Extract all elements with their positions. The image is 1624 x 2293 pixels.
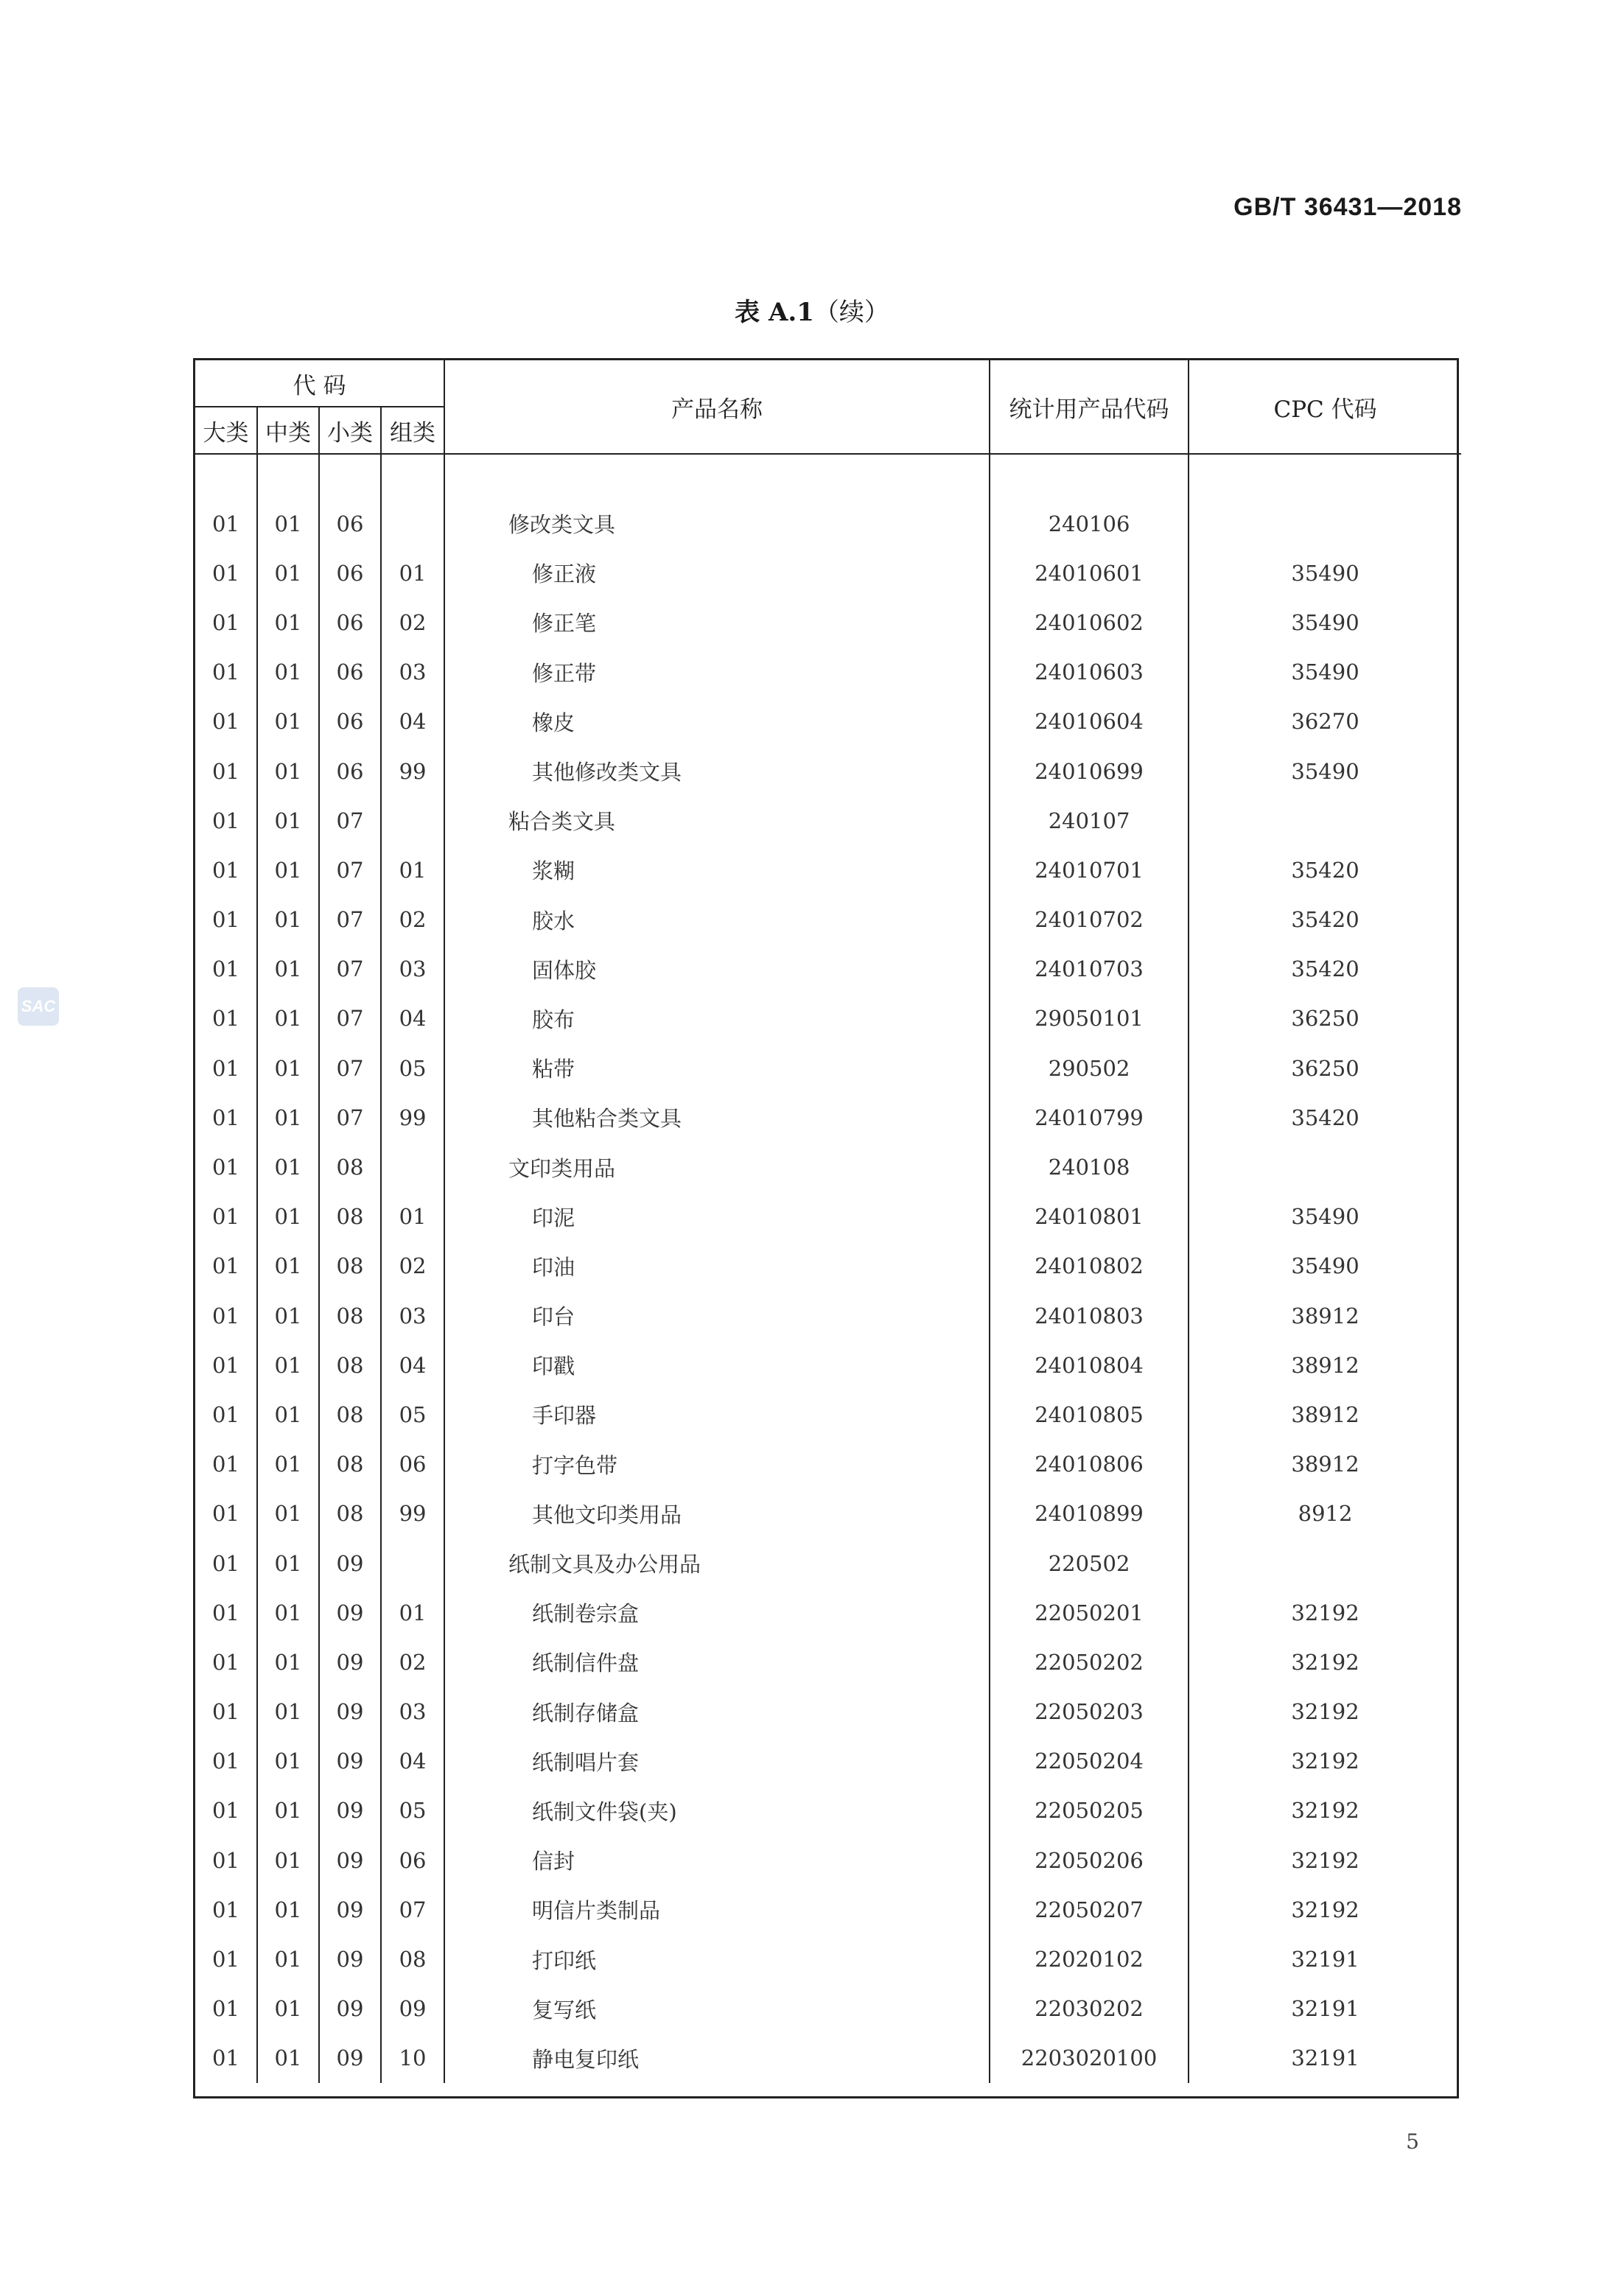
cpc-code-cell: 35490: [1189, 1242, 1461, 1291]
cpc-code-cell: 35490: [1189, 746, 1461, 796]
stat-code-cell: 22050204: [990, 1737, 1189, 1786]
product-name-cell: 印戳: [444, 1340, 990, 1390]
cpc-code-cell: 38912: [1189, 1291, 1461, 1340]
table-row: [195, 1588, 1461, 1637]
cpc-code-cell: 32192: [1189, 1835, 1461, 1885]
group-class-cell: 05: [381, 1043, 444, 1093]
cpc-code-cell: 32192: [1189, 1588, 1461, 1637]
middle-class-cell: 01: [257, 1637, 319, 1687]
major-class-cell: 01: [212, 659, 239, 685]
minor-class-cell: 08: [319, 1192, 381, 1242]
minor-class-cell: 07: [319, 945, 381, 994]
middle-class-cell: 01: [257, 1687, 319, 1737]
minor-class-cell: 06: [319, 548, 381, 598]
middle-class-cell: 01: [257, 945, 319, 994]
minor-class-cell: 08: [319, 1242, 381, 1291]
header-cpc-code: CPC 代码: [1189, 360, 1461, 454]
major-class-cell: 01: [212, 1055, 239, 1081]
group-class-cell: 04: [381, 994, 444, 1043]
cpc-code-cell: 38912: [1189, 1340, 1461, 1390]
major-class-cell: 01: [212, 560, 239, 586]
major-class-cell: 01: [212, 1006, 239, 1032]
table-row: [195, 1637, 1461, 1687]
product-name-cell: 信封: [444, 1835, 990, 1885]
cpc-code-cell: 35420: [1189, 895, 1461, 945]
stat-code-cell: 22050203: [990, 1687, 1189, 1737]
middle-class-cell: 01: [257, 1291, 319, 1340]
stat-code-cell: 29050101: [990, 994, 1189, 1043]
middle-class-cell: 01: [257, 1093, 319, 1142]
stat-code-cell: 24010603: [990, 648, 1189, 697]
middle-class-cell: 01: [257, 548, 319, 598]
group-class-cell: 99: [381, 746, 444, 796]
table-row: [195, 746, 1461, 796]
product-name-cell: 打印纸: [444, 1934, 990, 1984]
stat-code-cell: 24010805: [990, 1390, 1189, 1439]
cpc-code-cell: 38912: [1189, 1390, 1461, 1439]
stat-code-cell: 24010701: [990, 845, 1189, 895]
product-name-cell: 修正笔: [444, 598, 990, 647]
stat-code-cell: 22020102: [990, 1934, 1189, 1984]
minor-class-cell: 08: [319, 1340, 381, 1390]
stat-code-cell: 24010801: [990, 1192, 1189, 1242]
group-class-cell: 01: [381, 845, 444, 895]
group-class-cell: 04: [381, 1737, 444, 1786]
cpc-code-cell: 35490: [1189, 598, 1461, 647]
table-row: [195, 1489, 1461, 1538]
group-class-cell: 01: [381, 548, 444, 598]
middle-class-cell: 01: [257, 845, 319, 895]
table-row: [195, 1687, 1461, 1737]
stat-code-cell: 24010799: [990, 1093, 1189, 1142]
table-row: [195, 1043, 1461, 1093]
middle-class-cell: 01: [257, 1192, 319, 1242]
group-class-cell: 01: [381, 1588, 444, 1637]
stat-code-cell: 24010604: [990, 697, 1189, 746]
cpc-code-cell: 8912: [1189, 1489, 1461, 1538]
table-title-label: 表 A.1: [735, 298, 814, 327]
minor-class-cell: 09: [319, 1885, 381, 1934]
group-class-cell: 99: [381, 1093, 444, 1142]
stat-code-cell: 24010702: [990, 895, 1189, 945]
product-name-cell: 其他修改类文具: [444, 746, 990, 796]
major-class-cell: 01: [212, 511, 239, 536]
table-row: [195, 499, 1461, 548]
product-name-cell: 明信片类制品: [444, 1885, 990, 1934]
table-row: [195, 548, 1461, 598]
product-name-cell: 橡皮: [444, 697, 990, 746]
cpc-code-cell: 32192: [1189, 1687, 1461, 1737]
group-class-cell: 02: [381, 1637, 444, 1687]
group-class-cell: 05: [381, 1390, 444, 1439]
minor-class-cell: 08: [319, 1489, 381, 1538]
product-name-cell: 胶水: [444, 895, 990, 945]
product-name-cell: 固体胶: [444, 945, 990, 994]
minor-class-cell: 08: [319, 1440, 381, 1489]
middle-class-cell: 01: [257, 499, 319, 548]
middle-class-cell: 01: [257, 1737, 319, 1786]
page-number: 5: [1406, 2129, 1419, 2154]
cpc-code-cell: 35420: [1189, 845, 1461, 895]
major-class-cell: 01: [212, 1401, 239, 1427]
cpc-code-cell: 32192: [1189, 1737, 1461, 1786]
table-row: [195, 2034, 1461, 2083]
stat-code-cell: 24010699: [990, 746, 1189, 796]
group-class-cell: 03: [381, 1291, 444, 1340]
product-name-cell: 修改类文具: [444, 499, 990, 548]
product-name-cell: 胶布: [444, 994, 990, 1043]
table-row: [195, 895, 1461, 945]
table-row: [195, 1984, 1461, 2034]
product-code-table: [195, 360, 1461, 2083]
stat-code-cell: 24010802: [990, 1242, 1189, 1291]
stat-code-cell: 24010899: [990, 1489, 1189, 1538]
major-class-cell: 01: [212, 1649, 239, 1675]
minor-class-cell: 09: [319, 1835, 381, 1885]
table-row: [195, 1291, 1461, 1340]
cpc-code-cell: 32192: [1189, 1637, 1461, 1687]
product-name-cell: 纸制唱片套: [444, 1737, 990, 1786]
header-major-class: 大类: [195, 407, 257, 454]
group-class-cell: 99: [381, 1489, 444, 1538]
product-name-cell: 修正液: [444, 548, 990, 598]
cpc-code-cell: 35490: [1189, 648, 1461, 697]
group-class-cell: 04: [381, 1340, 444, 1390]
stat-code-cell: 24010804: [990, 1340, 1189, 1390]
major-class-cell: 01: [212, 1105, 239, 1130]
product-name-cell: 其他粘合类文具: [444, 1093, 990, 1142]
table-row: [195, 1934, 1461, 1984]
stat-code-cell: 22050201: [990, 1588, 1189, 1637]
group-class-cell: [381, 1538, 444, 1588]
major-class-cell: 01: [212, 1600, 239, 1625]
minor-class-cell: 06: [319, 746, 381, 796]
cpc-code-cell: 35490: [1189, 548, 1461, 598]
product-name-cell: 修正带: [444, 648, 990, 697]
group-class-cell: 02: [381, 598, 444, 647]
product-name-cell: 纸制文件袋(夹): [444, 1786, 990, 1835]
stat-code-cell: 24010601: [990, 548, 1189, 598]
product-name-cell: 手印器: [444, 1390, 990, 1439]
minor-class-cell: 09: [319, 1538, 381, 1588]
minor-class-cell: 07: [319, 796, 381, 845]
middle-class-cell: 01: [257, 598, 319, 647]
major-class-cell: 01: [212, 907, 239, 933]
table-row: [195, 648, 1461, 697]
major-class-cell: 01: [212, 1947, 239, 1972]
minor-class-cell: 08: [319, 1390, 381, 1439]
major-class-cell: 01: [212, 1748, 239, 1774]
major-class-cell: 01: [212, 2045, 239, 2071]
middle-class-cell: 01: [257, 1242, 319, 1291]
minor-class-cell: 07: [319, 1093, 381, 1142]
product-name-cell: 静电复印纸: [444, 2034, 990, 2083]
table-title-continued: （续）: [813, 298, 889, 327]
minor-class-cell: 09: [319, 1687, 381, 1737]
stat-code-cell: 22050207: [990, 1885, 1189, 1934]
product-name-cell: 纸制存储盒: [444, 1687, 990, 1737]
stat-code-cell: 240108: [990, 1142, 1189, 1191]
product-name-cell: 粘带: [444, 1043, 990, 1093]
major-class-cell: 01: [212, 1352, 239, 1378]
minor-class-cell: 06: [319, 648, 381, 697]
stat-code-cell: 22050206: [990, 1835, 1189, 1885]
minor-class-cell: 07: [319, 845, 381, 895]
table-row: [195, 1093, 1461, 1142]
header-minor-class: 小类: [319, 407, 381, 454]
major-class-cell: 01: [212, 709, 239, 735]
product-name-cell: 纸制卷宗盒: [444, 1588, 990, 1637]
major-class-cell: 01: [212, 1897, 239, 1922]
group-class-cell: 02: [381, 895, 444, 945]
table-row: [195, 1737, 1461, 1786]
cpc-code-cell: 38912: [1189, 1440, 1461, 1489]
middle-class-cell: 01: [257, 1142, 319, 1191]
group-class-cell: 03: [381, 1687, 444, 1737]
major-class-cell: 01: [212, 1204, 239, 1230]
major-class-cell: 01: [212, 1452, 239, 1477]
cpc-code-cell: [1189, 1142, 1461, 1191]
group-class-cell: 06: [381, 1835, 444, 1885]
middle-class-cell: 01: [257, 1390, 319, 1439]
major-class-cell: 01: [212, 1501, 239, 1527]
major-class-cell: 01: [212, 1253, 239, 1279]
product-name-cell: 粘合类文具: [444, 796, 990, 845]
major-class-cell: 01: [212, 857, 239, 883]
minor-class-cell: 06: [319, 499, 381, 548]
minor-class-cell: 07: [319, 994, 381, 1043]
standard-code: GB/T 36431—2018: [1233, 193, 1462, 221]
table-row: [195, 945, 1461, 994]
group-class-cell: 10: [381, 2034, 444, 2083]
minor-class-cell: 07: [319, 1043, 381, 1093]
table-row: [195, 1390, 1461, 1439]
middle-class-cell: 01: [257, 697, 319, 746]
group-class-cell: [381, 1142, 444, 1191]
product-name-cell: 印油: [444, 1242, 990, 1291]
product-name-cell: 纸制信件盘: [444, 1637, 990, 1687]
table-row: [195, 994, 1461, 1043]
minor-class-cell: 06: [319, 598, 381, 647]
cpc-code-cell: 35420: [1189, 945, 1461, 994]
stat-code-cell: 22030202: [990, 1984, 1189, 2034]
minor-class-cell: 09: [319, 1786, 381, 1835]
stat-code-cell: 24010602: [990, 598, 1189, 647]
minor-class-cell: 09: [319, 1984, 381, 2034]
minor-class-cell: 09: [319, 1588, 381, 1637]
product-name-cell: 文印类用品: [444, 1142, 990, 1191]
middle-class-cell: 01: [257, 746, 319, 796]
sac-watermark-logo: SAC: [18, 987, 59, 1026]
middle-class-cell: 01: [257, 1786, 319, 1835]
product-name-cell: 复写纸: [444, 1984, 990, 2034]
product-name-cell: 打字色带: [444, 1440, 990, 1489]
header-middle-class: 中类: [257, 407, 319, 454]
group-class-cell: 05: [381, 1786, 444, 1835]
major-class-cell: 01: [212, 1699, 239, 1725]
group-class-cell: 06: [381, 1440, 444, 1489]
table-row: [195, 1538, 1461, 1588]
header-group-class: 组类: [381, 407, 444, 454]
middle-class-cell: 01: [257, 1984, 319, 2034]
stat-code-cell: 2203020100: [990, 2034, 1189, 2083]
stat-code-cell: 22050202: [990, 1637, 1189, 1687]
product-name-cell: 纸制文具及办公用品: [444, 1538, 990, 1588]
minor-class-cell: 07: [319, 895, 381, 945]
cpc-code-cell: 32191: [1189, 2034, 1461, 2083]
stat-code-cell: 290502: [990, 1043, 1189, 1093]
cpc-code-cell: 32191: [1189, 1984, 1461, 2034]
header-stat-code: 统计用产品代码: [990, 360, 1189, 454]
table-row: [195, 796, 1461, 845]
table-body: [195, 454, 1461, 2083]
middle-class-cell: 01: [257, 1340, 319, 1390]
middle-class-cell: 01: [257, 895, 319, 945]
middle-class-cell: 01: [257, 648, 319, 697]
minor-class-cell: 08: [319, 1142, 381, 1191]
middle-class-cell: 01: [257, 1538, 319, 1588]
stat-code-cell: 220502: [990, 1538, 1189, 1588]
product-name-cell: 浆糊: [444, 845, 990, 895]
group-class-cell: 01: [381, 1192, 444, 1242]
major-class-cell: 01: [212, 1303, 239, 1328]
minor-class-cell: 09: [319, 1637, 381, 1687]
cpc-code-cell: [1189, 1538, 1461, 1588]
table-row: [195, 1340, 1461, 1390]
middle-class-cell: 01: [257, 796, 319, 845]
cpc-code-cell: 35420: [1189, 1093, 1461, 1142]
group-class-cell: [381, 796, 444, 845]
middle-class-cell: 01: [257, 1440, 319, 1489]
cpc-code-cell: [1189, 796, 1461, 845]
minor-class-cell: 09: [319, 1934, 381, 1984]
minor-class-cell: 09: [319, 2034, 381, 2083]
major-class-cell: 01: [212, 1798, 239, 1824]
header-code-group: 代 码: [195, 360, 444, 407]
group-class-cell: [381, 499, 444, 548]
major-class-cell: 01: [212, 758, 239, 784]
major-class-cell: 01: [212, 956, 239, 982]
table-spacer-row: [195, 454, 1461, 499]
group-class-cell: 02: [381, 1242, 444, 1291]
minor-class-cell: 06: [319, 697, 381, 746]
cpc-code-cell: [1189, 499, 1461, 548]
middle-class-cell: 01: [257, 2034, 319, 2083]
header-product-name: 产品名称: [444, 360, 990, 454]
table-row: [195, 598, 1461, 647]
minor-class-cell: 08: [319, 1291, 381, 1340]
stat-code-cell: 22050205: [990, 1786, 1189, 1835]
table-row: [195, 1440, 1461, 1489]
cpc-code-cell: 32191: [1189, 1934, 1461, 1984]
middle-class-cell: 01: [257, 1934, 319, 1984]
group-class-cell: 03: [381, 648, 444, 697]
stat-code-cell: 24010806: [990, 1440, 1189, 1489]
table-row: [195, 1786, 1461, 1835]
table-row: [195, 845, 1461, 895]
product-name-cell: 其他文印类用品: [444, 1489, 990, 1538]
table-row: [195, 1885, 1461, 1934]
middle-class-cell: 01: [257, 1885, 319, 1934]
major-class-cell: 01: [212, 1996, 239, 2022]
stat-code-cell: 24010803: [990, 1291, 1189, 1340]
product-name-cell: 印台: [444, 1291, 990, 1340]
major-class-cell: 01: [212, 1847, 239, 1873]
table-row: [195, 697, 1461, 746]
cpc-code-cell: 32192: [1189, 1786, 1461, 1835]
cpc-code-cell: 36250: [1189, 994, 1461, 1043]
cpc-code-cell: 36250: [1189, 1043, 1461, 1093]
table-title: [0, 292, 1624, 328]
middle-class-cell: 01: [257, 994, 319, 1043]
middle-class-cell: 01: [257, 1043, 319, 1093]
stat-code-cell: 24010703: [990, 945, 1189, 994]
cpc-code-cell: 32192: [1189, 1885, 1461, 1934]
middle-class-cell: 01: [257, 1489, 319, 1538]
stat-code-cell: 240107: [990, 796, 1189, 845]
group-class-cell: 08: [381, 1934, 444, 1984]
product-name-cell: 印泥: [444, 1192, 990, 1242]
group-class-cell: 07: [381, 1885, 444, 1934]
major-class-cell: 01: [212, 609, 239, 635]
major-class-cell: 01: [212, 808, 239, 833]
cpc-code-cell: 35490: [1189, 1192, 1461, 1242]
group-class-cell: 04: [381, 697, 444, 746]
table-row: [195, 1242, 1461, 1291]
middle-class-cell: 01: [257, 1835, 319, 1885]
table-row: [195, 1192, 1461, 1242]
major-class-cell: 01: [212, 1550, 239, 1576]
group-class-cell: 03: [381, 945, 444, 994]
table-row: [195, 1835, 1461, 1885]
middle-class-cell: 01: [257, 1588, 319, 1637]
stat-code-cell: 240106: [990, 499, 1189, 548]
group-class-cell: 09: [381, 1984, 444, 2034]
table-row: [195, 1142, 1461, 1191]
minor-class-cell: 09: [319, 1737, 381, 1786]
cpc-code-cell: 36270: [1189, 697, 1461, 746]
product-code-table-frame: [193, 358, 1459, 2098]
major-class-cell: 01: [212, 1155, 239, 1180]
